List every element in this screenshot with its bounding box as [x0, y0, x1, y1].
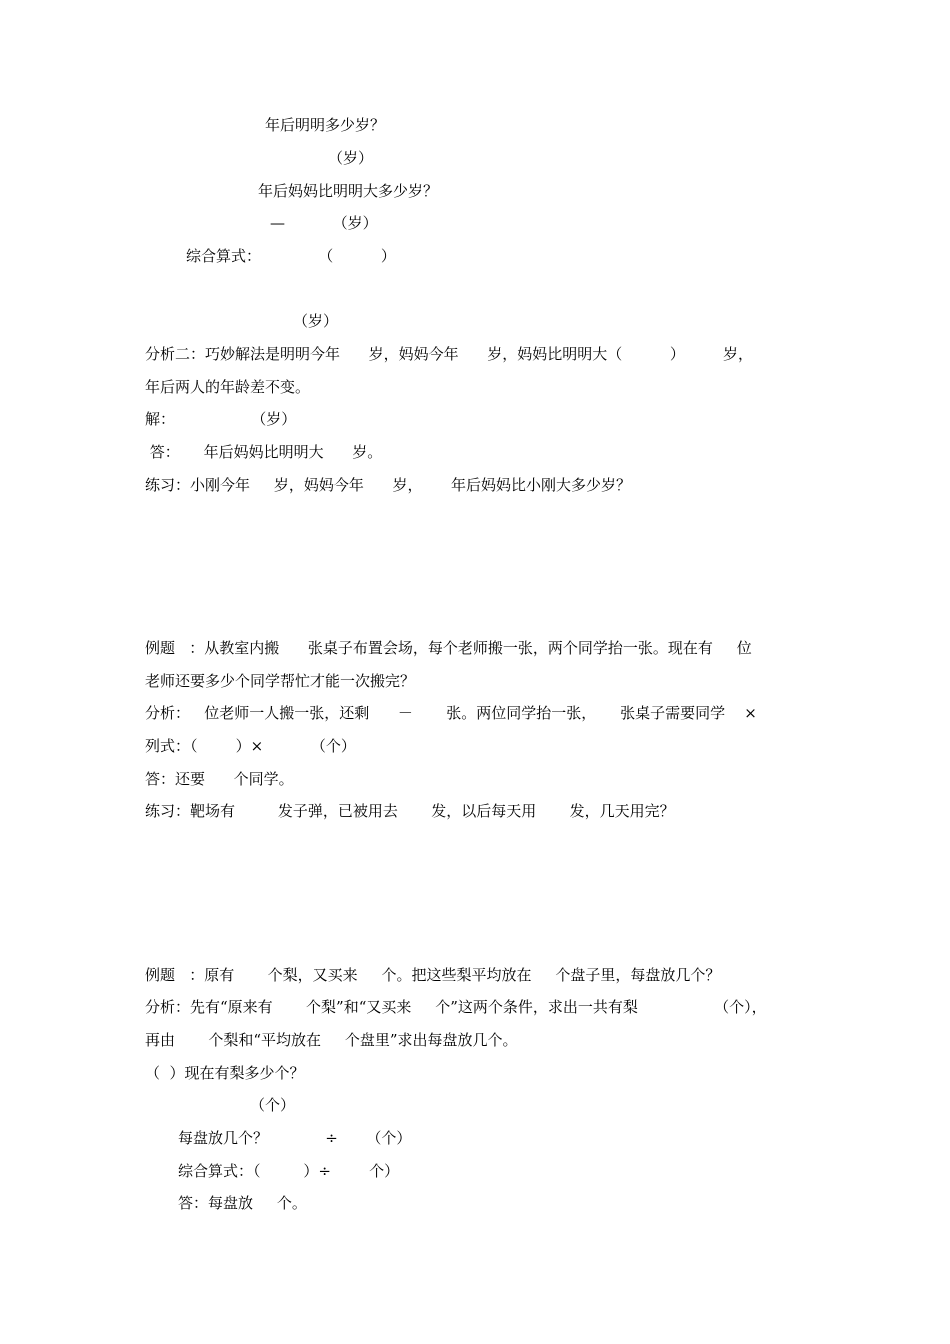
- analysis-line: 再由 个梨和“平均放在 个盘里”求出每盘放几个。: [145, 1031, 518, 1049]
- combined-formula-line: 综合算式：（ ）÷ 个）: [178, 1162, 400, 1180]
- exercise-line: 练习：小刚今年 岁，妈妈今年 岁， 年后妈妈比小刚大多少岁？: [145, 476, 632, 494]
- question-line: 年后妈妈比明明大多少岁？: [258, 182, 439, 200]
- formula-line: 列式：（ ）× （个）: [145, 737, 356, 755]
- analysis-line: 分析：先有“原来有 个梨”和“又买来 个”这两个条件，求出一共有梨 （个），: [145, 998, 767, 1016]
- answer-line: 答： 年后妈妈比明明大 岁。: [145, 443, 383, 461]
- answer-line: 答：还要 个同学。: [145, 770, 294, 788]
- solution-line: 解： （岁）: [145, 410, 297, 428]
- example-line: 老师还要多少个同学帮忙才能一次搬完？: [145, 672, 416, 690]
- example-line: 例题 ：原有 个梨，又买来 个。把这些梨平均放在 个盘子里，每盘放几个？: [145, 966, 721, 984]
- question-line: 年后明明多少岁？: [265, 116, 386, 134]
- answer-unit-line: （个）: [250, 1096, 296, 1114]
- combined-formula-line: 综合算式： （ ）: [186, 247, 396, 265]
- analysis-line: 年后两人的年龄差不变。: [145, 378, 311, 396]
- analysis-line: 分析二：巧妙解法是明明今年 岁，妈妈今年 岁，妈妈比明明大（ ） 岁，: [145, 345, 754, 363]
- question-line: 每盘放几个？ ÷ （个）: [178, 1129, 412, 1147]
- formula-line: — （岁）: [270, 214, 378, 232]
- answer-line: 答：每盘放 个。: [178, 1194, 307, 1212]
- answer-unit-line: （岁）: [293, 312, 339, 330]
- example-line: 例题 ：从教室内搬 张桌子布置会场，每个老师搬一张，两个同学抬一张。现在有 位: [145, 639, 752, 657]
- exercise-line: 练习：靶场有 发子弹，已被用去 发，以后每天用 发，几天用完？: [145, 802, 675, 820]
- analysis-line: 分析： 位老师一人搬一张，还剩 － 张。两位同学抬一张， 张桌子需要同学 ×: [145, 704, 757, 722]
- sub-question-line: （ ）现在有梨多少个？: [145, 1064, 305, 1082]
- answer-unit-line: （岁）: [328, 149, 374, 167]
